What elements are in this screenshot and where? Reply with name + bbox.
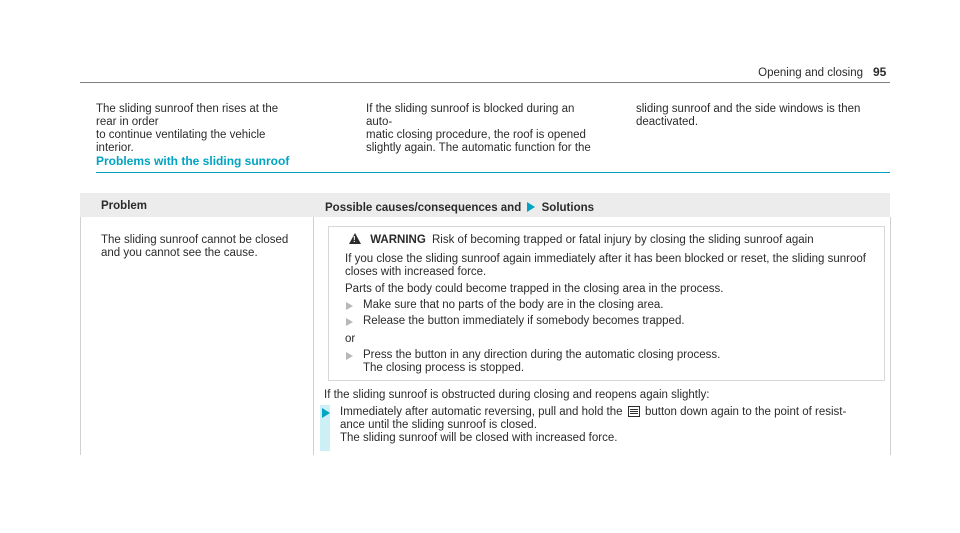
step-arrow-icon (346, 302, 353, 310)
table-column-divider (313, 217, 314, 455)
table-left-border (80, 217, 81, 455)
problem-table (80, 193, 890, 217)
warning-step-1: Make sure that no parts of the body are in the closing area. (363, 299, 664, 311)
warning-or: or (345, 333, 356, 345)
arrow-icon (527, 202, 535, 212)
intro-column-2 (366, 103, 598, 155)
header-title: Opening and closing (758, 67, 863, 79)
warning-paragraph-1 (345, 253, 875, 279)
warning-paragraph-2: Parts of the body could become trapped in the closing area in the process. (345, 283, 724, 295)
text-line: ance until the sliding sunroof is closed. (340, 419, 537, 431)
text-line: to continue ventilating the vehicle interior. (96, 129, 266, 154)
text-line: The sliding sunroof cannot be closed (101, 234, 289, 246)
page-number: 95 (873, 65, 887, 79)
warning-step-3 (363, 349, 893, 375)
text-line: closes with increased force. (345, 266, 487, 278)
header-causes-solutions (325, 202, 594, 215)
section-title: Problems with the sliding sunroof (96, 154, 290, 168)
step-text-part: button down again to the point of resist- (644, 406, 847, 418)
step-text-part: Immediately after automatic reversing, pull and hold the (340, 406, 623, 418)
text-line (340, 406, 885, 419)
header-divider (80, 82, 890, 83)
text-line: The sliding sunroof then rises at the rear in order (96, 103, 279, 128)
text-line: If the sliding sunroof is blocked during an auto- (366, 103, 575, 128)
step-arrow-icon (322, 408, 330, 418)
section-divider (96, 172, 890, 173)
solution-step (340, 406, 885, 445)
header-problem: Problem (101, 200, 148, 212)
text-line: Press the button in any direction during the automatic closing process. (363, 349, 721, 361)
intro-column-1 (96, 103, 296, 155)
warning-heading (349, 233, 879, 247)
warning-label: WARNING (370, 234, 426, 246)
text-line: The closing process is stopped. (363, 362, 525, 374)
text-line: The sliding sunroof will be closed with increased force. (340, 432, 618, 444)
intro-column-3 (636, 103, 876, 129)
warning-heading-text: Risk of becoming trapped or fatal injury by closing the sliding sunroof again (432, 234, 814, 246)
text-line: matic closing procedure, the roof is opened (366, 129, 586, 141)
table-header (80, 193, 890, 217)
header-solutions: Solutions (541, 202, 595, 214)
header-causes: Possible causes/consequences and (325, 202, 522, 214)
text-line: and you cannot see the cause. (101, 247, 258, 259)
text-line: If you close the sliding sunroof again immediately after it has been blocked or reset, the sliding sunroof (345, 253, 866, 265)
warning-step-2: Release the button immediately if somebody becomes trapped. (363, 315, 685, 327)
warning-box (328, 226, 885, 381)
problem-cell (101, 234, 306, 260)
table-right-border (890, 217, 891, 455)
step-arrow-icon (346, 352, 353, 360)
warning-triangle-icon (349, 233, 361, 244)
text-line: deactivated. (636, 116, 699, 128)
sunroof-button-icon (628, 406, 640, 417)
text-line: slightly again. The automatic function for the (366, 142, 591, 154)
step-arrow-icon (346, 318, 353, 326)
obstructed-text: If the sliding sunroof is obstructed during closing and reopens again slightly: (324, 389, 710, 401)
text-line: sliding sunroof and the side windows is then (636, 103, 861, 115)
